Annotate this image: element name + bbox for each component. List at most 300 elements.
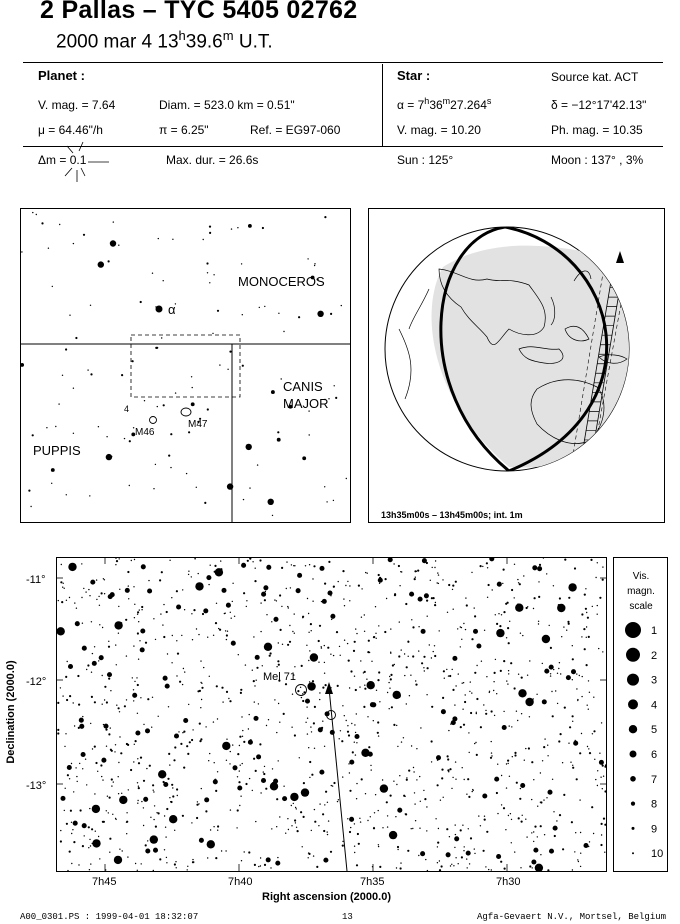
star-dot (478, 815, 479, 816)
planet-pi: π = 6.25" (159, 123, 209, 137)
star-dot (234, 616, 235, 617)
star-dot (213, 274, 214, 275)
star-dot (576, 778, 578, 780)
star-dot (301, 697, 302, 698)
star-dot (65, 733, 66, 734)
star-dot (191, 739, 193, 741)
star-dot (373, 827, 375, 829)
star-dot (133, 761, 134, 762)
y-tick-label: -13° (26, 780, 47, 792)
star-dot (270, 652, 272, 654)
star-dot (521, 677, 523, 679)
star-dot (442, 697, 444, 699)
star-dot (278, 664, 280, 666)
star-dot (453, 865, 454, 866)
star-dot (276, 826, 277, 827)
star-dot (328, 820, 329, 821)
star-dot (345, 585, 346, 586)
star-dot (485, 713, 487, 715)
star-dot (466, 858, 467, 859)
star-dot (163, 404, 165, 406)
star-dot (256, 680, 257, 681)
star-dot (378, 810, 379, 811)
star-dot (247, 560, 249, 562)
star-dot (365, 572, 366, 573)
star-dot (544, 738, 545, 739)
star-dot (413, 767, 414, 768)
star-dot (61, 564, 62, 565)
star-dot (342, 705, 343, 706)
star-dot (340, 655, 341, 656)
star-dot (232, 643, 233, 644)
star-dot (419, 776, 420, 777)
star-dot (244, 851, 245, 852)
star-dot (347, 643, 348, 644)
star-dot (364, 614, 365, 615)
star-alpha: $\alpha = 7^h36^m27.264^s$ (397, 96, 492, 112)
star-dot (125, 619, 127, 621)
star-dot (420, 801, 421, 802)
star-dot (318, 662, 319, 663)
star-dot (172, 239, 173, 240)
star-dot (498, 613, 499, 614)
star-dot (57, 732, 59, 734)
star-dot (154, 805, 155, 806)
star-dot (292, 631, 293, 632)
star-dot (495, 614, 496, 615)
star-dot (520, 867, 521, 868)
star-dot (524, 760, 525, 761)
star-dot (176, 788, 178, 790)
star-dot (169, 560, 170, 561)
alpha-label: α (168, 302, 176, 317)
star-dot (347, 731, 349, 733)
star-dot (598, 648, 599, 649)
star-dot (172, 635, 173, 636)
star-dot (226, 603, 231, 608)
star-dot (254, 685, 255, 686)
star-dot (540, 854, 541, 855)
star-dot (506, 787, 507, 788)
star-dot (309, 564, 310, 565)
star-dot (542, 663, 543, 664)
star-dot (174, 830, 175, 831)
star-dot (550, 675, 551, 676)
star-dot (249, 487, 250, 488)
star-dot (129, 485, 130, 486)
star-dot (462, 825, 463, 826)
star-dot (348, 734, 350, 736)
star-dot (350, 827, 351, 828)
star-dot (108, 678, 110, 680)
star-dot (540, 825, 542, 827)
star-dot (462, 683, 463, 684)
star-dot (601, 834, 602, 835)
star-dot (226, 739, 227, 740)
star-dot (57, 729, 59, 731)
star-dot (259, 307, 260, 308)
scale-value: 10 (651, 848, 664, 861)
star-dot (270, 782, 278, 790)
star-dot (109, 838, 111, 840)
star-dot (447, 612, 448, 613)
star-dot (388, 682, 389, 683)
star-dot (281, 567, 283, 569)
star-dot (436, 755, 441, 760)
star-dot (341, 740, 343, 742)
star-dot (285, 683, 287, 685)
star-dot (266, 614, 267, 615)
star-dot (128, 585, 129, 586)
star-dot (592, 606, 593, 607)
max-duration: Max. dur. = 26.6s (166, 153, 259, 167)
star-dot (378, 846, 379, 847)
star-dot (408, 641, 409, 642)
star-dot (88, 826, 90, 828)
star-dot (79, 724, 84, 729)
star-dot (537, 566, 542, 571)
star-dot (79, 718, 84, 723)
star-dot (240, 796, 241, 797)
star-dot (535, 864, 543, 871)
star-dot (276, 798, 278, 800)
star-dot (232, 744, 233, 745)
star-dot (411, 619, 412, 620)
star-dot (516, 782, 518, 784)
star-dot (537, 836, 538, 837)
star-dot (287, 606, 288, 607)
star-dot (217, 771, 218, 772)
star-dot (418, 597, 423, 602)
delta-mag-burst-icon (55, 138, 115, 188)
star-source: Source kat. ACT (551, 70, 639, 84)
star-dot (529, 660, 530, 661)
star-dot (452, 777, 453, 778)
star-dot (400, 571, 401, 572)
star-dot (567, 621, 569, 623)
star-dot (237, 809, 239, 811)
star-dot (510, 662, 512, 664)
star-dot (165, 827, 166, 828)
star-dot (224, 613, 225, 614)
star-dot (176, 867, 177, 868)
star-dot (177, 653, 179, 655)
star-dot (305, 722, 306, 723)
star-dot (322, 813, 324, 815)
star-dot (327, 590, 332, 595)
star-dot (547, 745, 548, 746)
star-dot (376, 638, 377, 639)
star-dot (271, 621, 272, 622)
star-dot (374, 812, 375, 813)
star-dot (163, 636, 165, 638)
star-dot (209, 232, 211, 234)
star-dot (356, 742, 357, 743)
x-tick-label: 7h45 (92, 876, 117, 888)
star-dot (603, 818, 605, 820)
star-dot (431, 706, 433, 708)
star-dot (110, 727, 111, 728)
globe-caption: 13h35m00s – 13h45m00s; int. 1m (381, 510, 523, 520)
star-dot (111, 785, 112, 786)
star-dot (318, 727, 323, 732)
star-dot (442, 579, 443, 580)
star-dot (460, 646, 461, 647)
star-dot (529, 716, 530, 717)
star-dot (309, 777, 310, 778)
star-dot (524, 694, 525, 695)
star-dot (553, 585, 554, 586)
star-dot (492, 589, 493, 590)
star-dot (532, 867, 533, 868)
star-dot (361, 617, 362, 618)
star-dot (514, 754, 516, 756)
star-dot (508, 670, 509, 671)
star-dot (126, 812, 127, 813)
star-dot (187, 869, 188, 870)
star-dot (118, 793, 119, 794)
star-dot (349, 831, 351, 833)
star-dot (387, 692, 388, 693)
star-dot (171, 784, 173, 786)
star-dot (584, 648, 586, 650)
star-dot (293, 803, 294, 804)
star-dot (296, 588, 301, 593)
star-dot (252, 670, 253, 671)
star-dot (577, 859, 578, 860)
star-dot (88, 847, 89, 848)
star-dot (447, 769, 449, 771)
star-dot (106, 746, 107, 747)
star-dot (480, 825, 481, 826)
star-dot (341, 305, 342, 306)
star-dot (146, 768, 147, 769)
star-dot (301, 665, 303, 667)
star-dot (425, 859, 426, 860)
star-dot (420, 727, 421, 728)
star-dot (348, 660, 350, 662)
star-dot (441, 709, 446, 714)
star-dot (310, 653, 318, 661)
star-dot (196, 817, 198, 819)
star-dot (153, 848, 158, 853)
star-dot (553, 826, 558, 831)
star-dot (145, 728, 150, 733)
star-dot (462, 767, 463, 768)
star-dot (354, 742, 355, 743)
star-dot (140, 301, 142, 303)
star-dot (62, 375, 63, 376)
star-dot (188, 574, 189, 575)
star-dot (132, 360, 134, 362)
star-dot (191, 613, 192, 614)
star-dot (206, 575, 211, 580)
star-dot (368, 640, 370, 642)
star-dot (573, 741, 578, 746)
star-dot (172, 795, 174, 797)
star-dot (115, 558, 116, 559)
star-dot (332, 785, 333, 786)
star-dot (543, 701, 545, 703)
star-dot (258, 703, 259, 704)
star-dot (437, 842, 439, 844)
star-dot (141, 801, 142, 802)
star-dot (483, 850, 485, 852)
star-dot (454, 704, 455, 705)
star-dot (249, 714, 250, 715)
star-dot (201, 699, 202, 700)
star-dot (86, 669, 87, 670)
star-dot (461, 856, 463, 858)
star-dot (560, 673, 561, 674)
star-dot (546, 797, 547, 798)
star-dot (259, 743, 261, 745)
star-dot (582, 676, 583, 677)
star-dot (166, 862, 167, 863)
star-dot (550, 647, 552, 649)
star-dot (403, 737, 404, 738)
star-dot (499, 625, 501, 627)
star-dot (64, 810, 65, 811)
star-dot (559, 814, 561, 816)
star-dot (551, 691, 552, 692)
star-dot (141, 606, 143, 608)
star-dot (455, 824, 456, 825)
star-dot (294, 666, 295, 667)
star-dot (150, 835, 158, 843)
star-dot (324, 583, 326, 585)
star-dot (473, 790, 474, 791)
star-dot (412, 655, 414, 657)
star-dot (333, 500, 334, 501)
star-dot (254, 580, 256, 582)
star-dot (182, 732, 183, 733)
star-dot (283, 331, 284, 332)
star-dot (149, 765, 151, 767)
star-dot (482, 566, 483, 567)
star-dot (237, 753, 239, 755)
star-dot (476, 698, 478, 700)
star-dot (245, 783, 247, 785)
star-dot (187, 753, 189, 755)
star-dot (344, 605, 345, 606)
star-dot (126, 822, 127, 823)
star-dot (210, 565, 211, 566)
star-dot (476, 754, 478, 756)
star-dot (327, 647, 329, 649)
star-dot (503, 807, 505, 809)
star-dot (448, 584, 450, 586)
star-dot (531, 799, 532, 800)
star-dot (258, 866, 259, 867)
star-dot (474, 615, 476, 617)
star-dot (83, 234, 85, 236)
star-dot (322, 721, 323, 722)
star-dot (261, 778, 266, 783)
scale-title: scale (629, 601, 653, 612)
star-dot (589, 692, 590, 693)
star-dot (150, 817, 151, 818)
star-dot (491, 869, 492, 870)
star-dot (446, 852, 451, 857)
star-dot (482, 793, 487, 798)
star-dot (405, 603, 407, 605)
star-dot (226, 760, 227, 761)
star-dot (327, 831, 328, 832)
scale-value: 1 (651, 625, 658, 637)
star-dot (400, 867, 402, 869)
star-dot (604, 824, 606, 826)
star-dot (543, 799, 544, 800)
star-dot (95, 831, 96, 832)
star-dot (73, 821, 78, 826)
star-dot (354, 846, 355, 847)
star-dot (239, 805, 240, 806)
star-dot (181, 635, 182, 636)
star-dot (569, 726, 571, 728)
star-dot (204, 502, 206, 504)
star-dot (77, 781, 78, 782)
star-dot (294, 819, 296, 821)
star-dot (174, 746, 176, 748)
star-dot (412, 828, 413, 829)
star-dot (521, 713, 522, 714)
star-dot (260, 602, 261, 603)
star-dot (242, 736, 243, 737)
star-dot (101, 776, 102, 777)
star-dot (532, 565, 537, 570)
star-dot (586, 637, 587, 638)
star-dot (182, 815, 184, 817)
star-dot (547, 790, 552, 795)
star-dot (359, 686, 360, 687)
scale-dot (630, 776, 636, 782)
star-dot (94, 793, 95, 794)
star-dot (126, 699, 127, 700)
star-dot (408, 770, 410, 772)
star-dot (359, 818, 360, 819)
star-dot (174, 863, 176, 865)
star-dot (285, 833, 286, 834)
star-dot (294, 613, 295, 614)
star-dot (245, 664, 246, 665)
star-dot (99, 655, 104, 660)
star-dot (115, 744, 116, 745)
star-dot (280, 629, 282, 631)
star-dot (145, 844, 147, 846)
star-dot (266, 857, 271, 862)
star-dot (71, 822, 72, 823)
star-dot (330, 614, 335, 619)
star-dot (215, 857, 217, 859)
star-dot (599, 753, 600, 754)
star-dot (291, 564, 292, 565)
star-dot (112, 814, 113, 815)
star-dot (66, 823, 68, 825)
star-dot (602, 651, 603, 652)
star-dot (401, 649, 402, 650)
star-dot (91, 828, 93, 830)
star-dot (452, 656, 457, 661)
star-dot (450, 865, 451, 866)
star-dot (98, 660, 99, 661)
star-dot (416, 748, 417, 749)
star-dot (325, 791, 327, 793)
star-dot (137, 870, 138, 871)
star-dot (137, 632, 139, 634)
star-dot (101, 592, 103, 594)
star-dot (517, 720, 518, 721)
